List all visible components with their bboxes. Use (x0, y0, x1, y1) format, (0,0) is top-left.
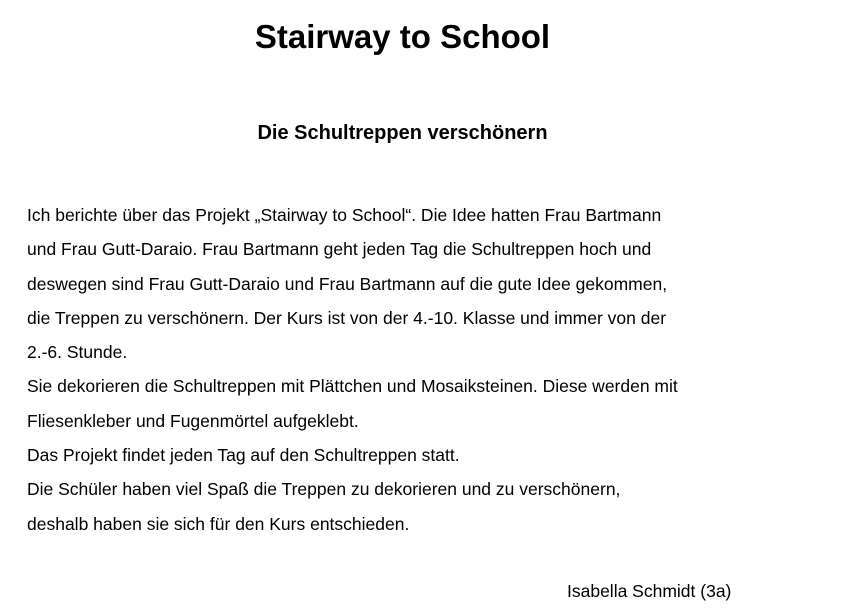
body-line: Sie dekorieren die Schultreppen mit Plättchen und Mosaiksteinen. Diese werden mit (27, 376, 678, 397)
body-line: Fliesenkleber und Fugenmörtel aufgeklebt. (27, 410, 359, 431)
body-line: die Treppen zu verschönern. Der Kurs ist von der 4.-10. Klasse und immer von der (27, 307, 667, 328)
body-line: 2.-6. Stunde. (27, 342, 128, 363)
body-line: Das Projekt findet jeden Tag auf den Schultreppen statt. (27, 445, 460, 466)
body-line: und Frau Gutt-Daraio. Frau Bartmann geht jeden Tag die Schultreppen hoch und (27, 239, 652, 260)
body-line: deswegen sind Frau Gutt-Daraio und Frau Bartmann auf die gute Idee gekommen, (27, 273, 668, 294)
document-title: Stairway to School (254, 18, 551, 55)
body-line: deshalb haben sie sich für den Kurs entschieden. (27, 513, 410, 534)
document-subtitle: Die Schultreppen verschönern (257, 122, 548, 144)
article-body (27, 198, 817, 541)
body-line: Ich berichte über das Projekt „Stairway to School“. Die Idee hatten Frau Bartmann (27, 205, 662, 225)
body-line: Die Schüler haben viel Spaß die Treppen zu dekorieren und zu verschönern, (27, 479, 621, 500)
author-signature: Isabella Schmidt (3a) (567, 581, 732, 601)
